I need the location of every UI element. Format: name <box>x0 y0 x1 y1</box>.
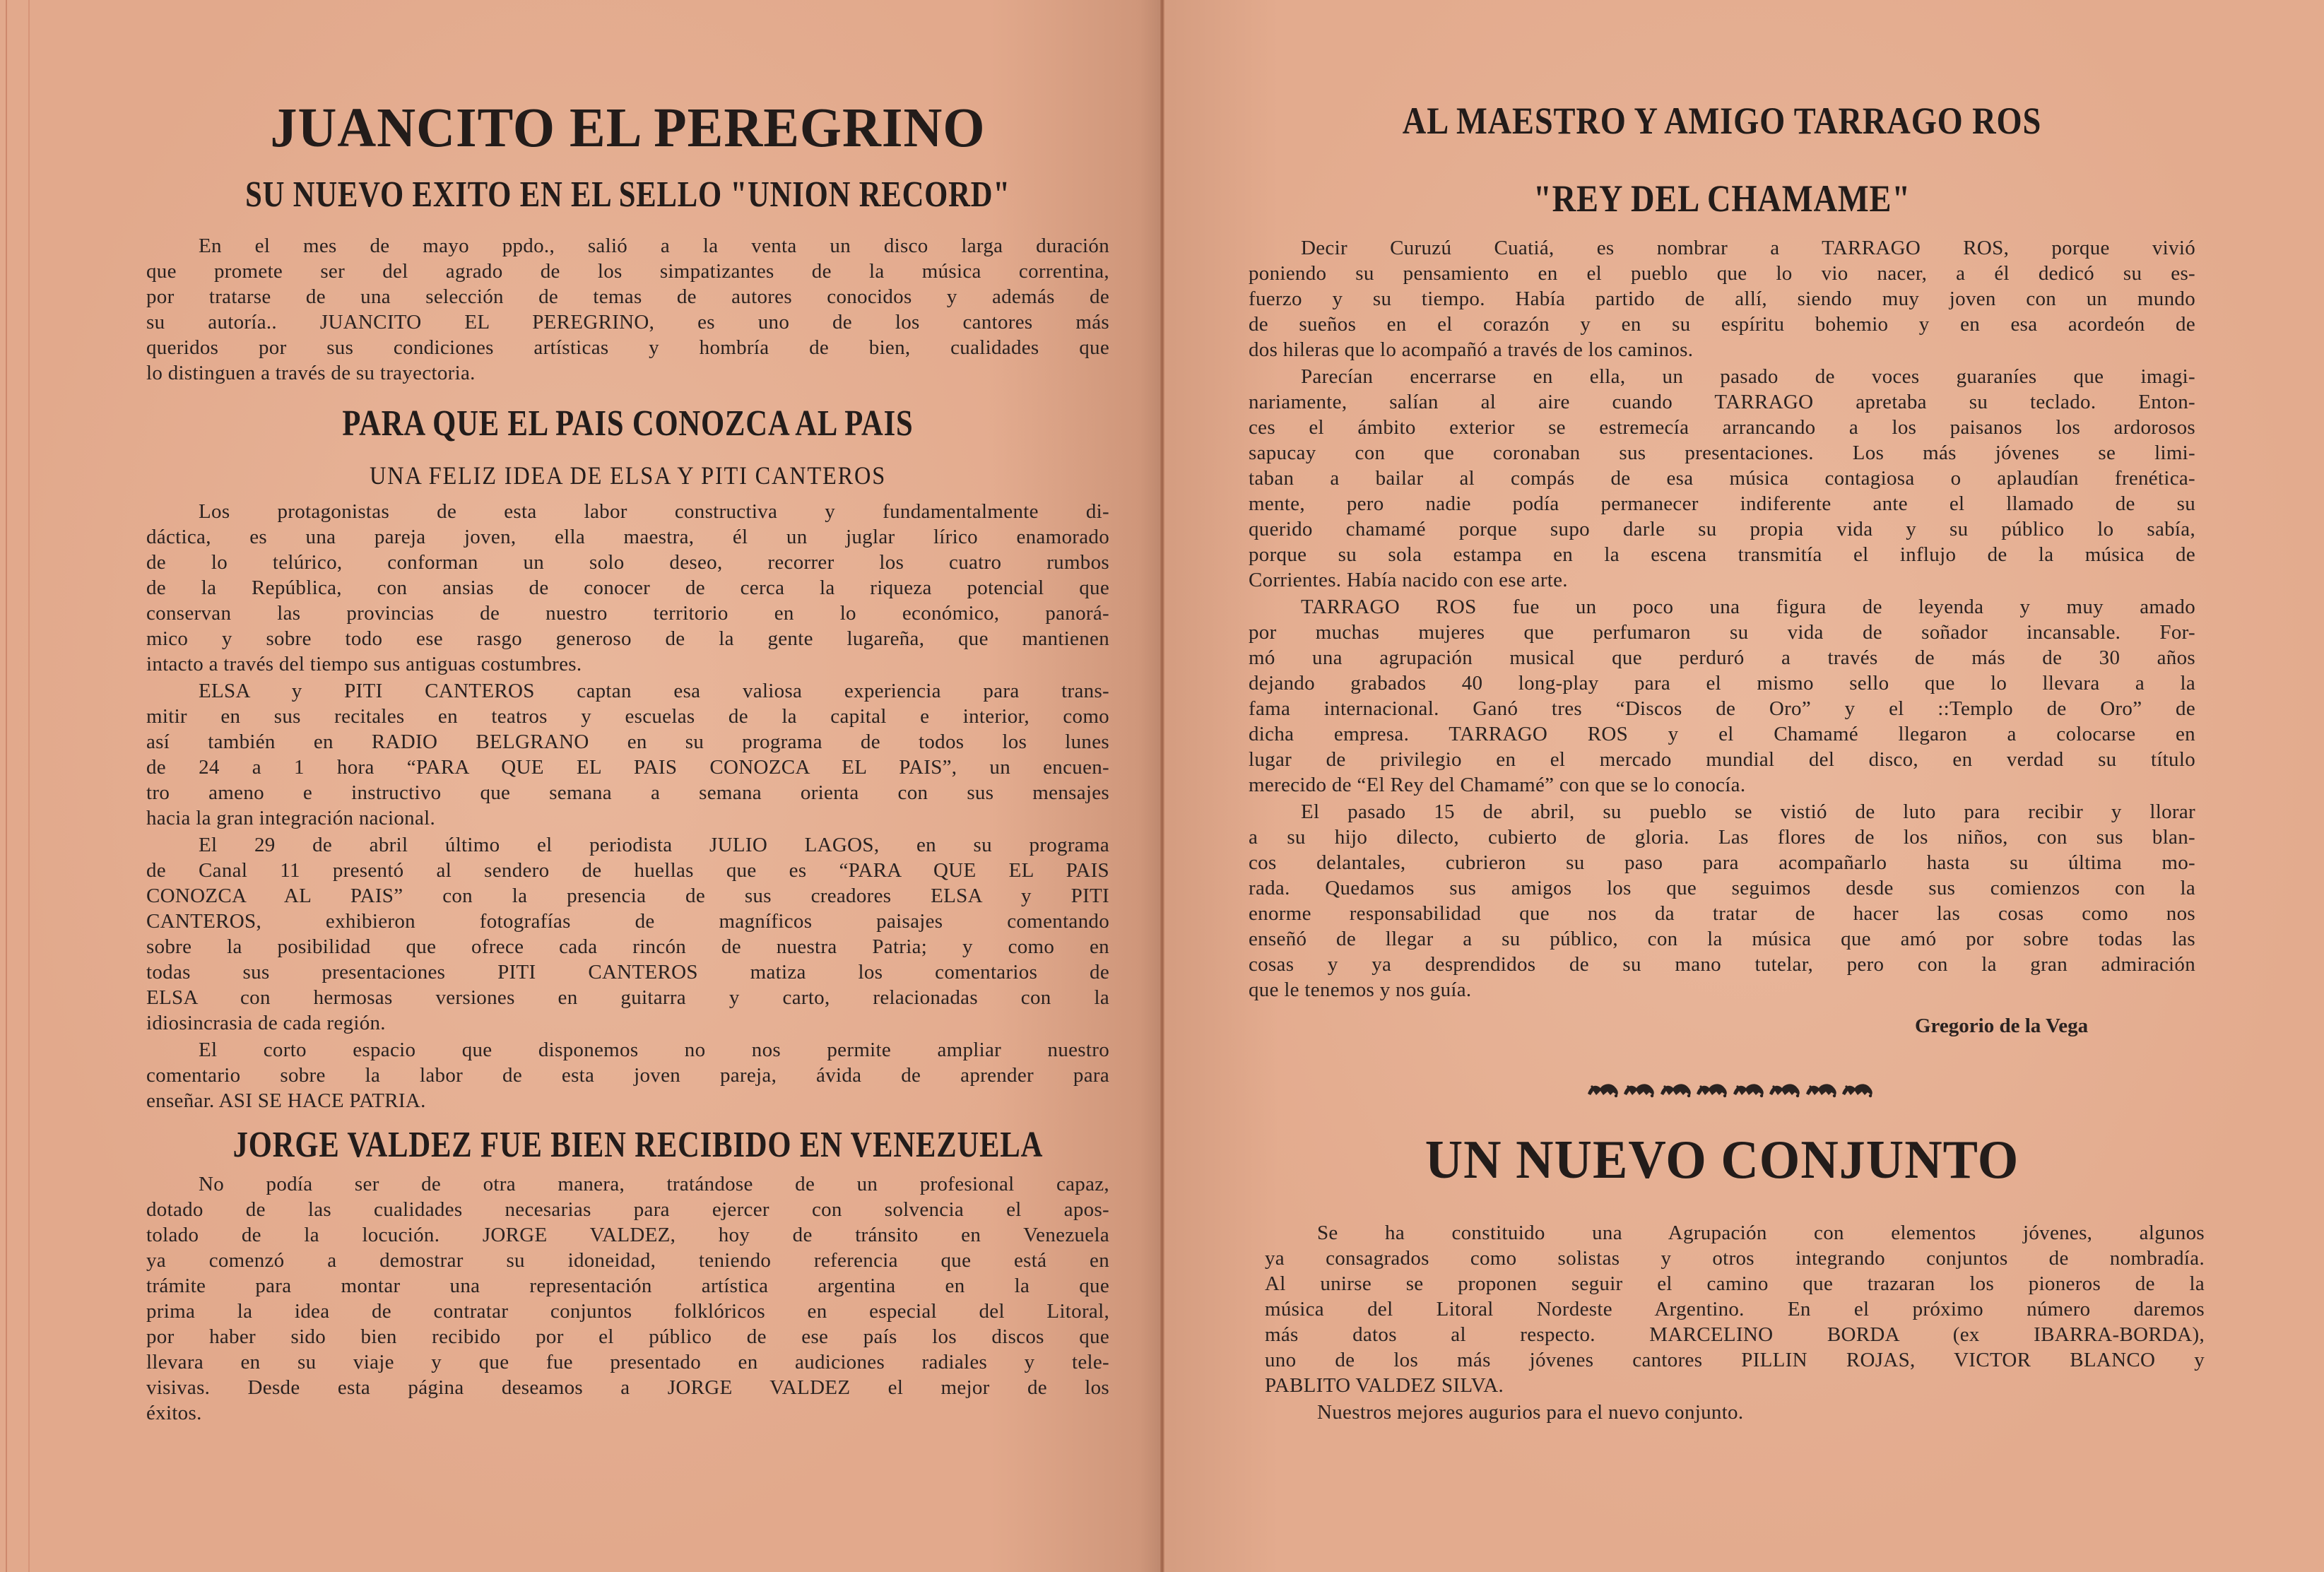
text-line: cos delantales, cubrieron su paso para acompañarlo hasta su última mo- <box>1249 851 2195 874</box>
page-edge-stack <box>6 0 30 1572</box>
paragraph <box>146 233 1109 386</box>
text-line: enseñó de llegar a su público, con la música que amó por sobre todas las <box>1249 928 2195 950</box>
text-line: dáctica, es una pareja joven, ella maestra, él un juglar lírico enamorado <box>146 526 1109 548</box>
text-line: merecido de “El Rey del Chamamé” con que se lo conocía. <box>1249 774 1746 796</box>
text-line: porque su sola estampa en la escena transmitía el influjo de la música de <box>1249 543 2195 566</box>
author-signature: Gregorio de la Vega <box>1915 1015 2089 1037</box>
text-line: conservan las provincias de nuestro territorio en lo económico, panorá- <box>146 602 1109 625</box>
text-line: El pasado 15 de abril, su pueblo se vistió de luto para recibir y llorar <box>1301 800 2195 823</box>
text-line: mico y sobre todo ese rasgo generoso de la gente lugareña, que mantienen <box>146 627 1109 650</box>
text-line: fama internacional. Ganó tres “Discos de Oro” y el ::Templo de Oro” de <box>1249 697 2195 720</box>
paragraph <box>146 499 1109 677</box>
text-line: que promete ser del agrado de los simpatizantes de la música correntina, <box>146 260 1109 283</box>
text-line: música del Litoral Nordeste Argentino. En el próximo número daremos <box>1265 1298 2205 1320</box>
paragraph <box>1265 1400 2205 1425</box>
text-line: por haber sido bien recibido por el público de ese país los discos que <box>146 1325 1109 1348</box>
tarrago-title: AL MAESTRO Y AMIGO TARRAGO ROS <box>1402 100 2042 142</box>
text-line: prima la idea de contratar conjuntos folklóricos en especial del Litoral, <box>146 1300 1109 1323</box>
text-line: intacto a través del tiempo sus antiguas costumbres. <box>146 653 582 675</box>
text-line: ces el ámbito exterior se estremecía arrancando a los paisanos los ardorosos <box>1249 416 2195 439</box>
leaf-ornament-icon <box>1732 1081 1766 1098</box>
text-line: dicha empresa. TARRAGO ROS y el Chamamé llegaron a colocarse en <box>1249 723 2195 745</box>
book-gutter <box>1160 0 1164 1572</box>
text-line: ELSA y PITI CANTEROS captan esa valiosa experiencia para trans- <box>199 680 1109 702</box>
text-line: que le tenemos y nos guía. <box>1249 979 1472 1001</box>
text-line: fuerzo y su tiempo. Había partido de allí, siendo muy joven con un mundo <box>1249 288 2195 310</box>
text-line: uno de los más jóvenes cantores PILLIN ROJAS, VICTOR BLANCO y <box>1265 1349 2205 1371</box>
text-line: taban a bailar al compás de esa música contagiosa o aplaudían frenética- <box>1249 467 2195 490</box>
text-line: El 29 de abril último el periodista JULIO LAGOS, en su programa <box>199 834 1109 856</box>
text-line: comentario sobre la labor de esta joven pareja, ávida de aprender para <box>146 1064 1109 1087</box>
text-line: ya consagrados como solistas y otros integrando conjuntos de nombradía. <box>1265 1247 2205 1270</box>
paragraph <box>146 1171 1109 1426</box>
conjunto-article-body <box>1265 1220 2205 1425</box>
tarrago-subtitle: "REY DEL CHAMAME" <box>1533 177 1911 220</box>
leaf-ornament-icon <box>1622 1081 1656 1098</box>
text-line: En el mes de mayo ppdo., salió a la venta un disco larga duración <box>199 235 1109 257</box>
text-line: por tratarse de una selección de temas de autores conocidos y además de <box>146 285 1109 308</box>
text-line: lo distinguen a través de su trayectoria. <box>146 362 476 384</box>
text-line: Los protagonistas de esta labor constructiva y fundamentalmente di- <box>199 500 1109 523</box>
text-line: visivas. Desde esta página deseamos a JORGE VALDEZ el mejor de los <box>146 1376 1109 1399</box>
leaf-ornament-icon <box>1586 1081 1620 1098</box>
text-line: mitir en sus recitales en teatros y escuelas de la capital e interior, como <box>146 705 1109 728</box>
text-line: tolado de la locución. JORGE VALDEZ, hoy de tránsito en Venezuela <box>146 1224 1109 1246</box>
text-line: llevara en su viaje y que fue presentado en audiciones radiales y tele- <box>146 1351 1109 1373</box>
text-line: de 24 a 1 hora “PARA QUE EL PAIS CONOZCA EL PAIS”, un encuen- <box>146 756 1109 779</box>
paragraph <box>1249 799 2195 1003</box>
text-line: El corto espacio que disponemos no nos permite ampliar nuestro <box>199 1039 1109 1061</box>
leaf-ornament-icon <box>1805 1081 1839 1098</box>
text-line: cosas y ya desprendidos de su mano tutelar, pero con la gran admiración <box>1249 953 2195 976</box>
text-line: Parecían encerrarse en ella, un pasado de voces guaraníes que imagi- <box>1301 365 2195 388</box>
text-line: nariamente, salían al aire cuando TARRAGO apretaba su teclado. Enton- <box>1249 391 2195 413</box>
jorge-valdez-article-body <box>146 1171 1109 1426</box>
text-line: de lo telúrico, conforman un solo deseo, recorrer los cuatro rumbos <box>146 551 1109 574</box>
paragraph <box>146 832 1109 1036</box>
text-line: Decir Curuzú Cuatiá, es nombrar a TARRAGO ROS, porque vivió <box>1301 237 2195 259</box>
paragraph <box>1249 594 2195 798</box>
text-line: enorme responsabilidad que nos da tratar de hacer las cosas como nos <box>1249 902 2195 925</box>
text-line: Al unirse se proponen seguir el camino que trazaran los pioneros de la <box>1265 1272 2205 1295</box>
text-line: CONOZCA AL PAIS” con la presencia de sus creadores ELSA y PITI <box>146 885 1109 907</box>
paragraph <box>1249 235 2195 362</box>
text-line: de Canal 11 presentó al sendero de huellas que es “PARA QUE EL PAIS <box>146 859 1109 882</box>
text-line: querido chamamé porque supo darle su propia vida y su público lo sabía, <box>1249 518 2195 540</box>
text-line: de sueños en el corazón y en su espíritu bohemio y en esa acordeón de <box>1249 313 2195 336</box>
text-line: poniendo su pensamiento en el pueblo que lo vio nacer, a él dedicó su es- <box>1249 262 2195 285</box>
leaf-ornament-icon <box>1695 1081 1729 1098</box>
text-line: sobre la posibilidad que ofrece cada rincón de nuestra Patria; y como en <box>146 935 1109 958</box>
text-line: a su hijo dilecto, cubierto de gloria. Las flores de los niños, con sus blan- <box>1249 826 2195 849</box>
jorge-valdez-title: JORGE VALDEZ FUE BIEN RECIBIDO EN VENEZUELA <box>232 1125 1044 1165</box>
paragraph <box>146 1037 1109 1113</box>
leaf-ornament-icon <box>1768 1081 1802 1098</box>
text-line: dejando grabados 40 long-play para el mismo sello que lo llevara a la <box>1249 672 2195 695</box>
leaf-ornament-icon <box>1841 1081 1875 1098</box>
text-line: ELSA con hermosas versiones en guitarra y carto, relacionadas con la <box>146 986 1109 1009</box>
text-line: más datos al respecto. MARCELINO BORDA (ex IBARRA-BORDA), <box>1265 1323 2205 1346</box>
text-line: TARRAGO ROS fue un poco una figura de leyenda y muy amado <box>1301 596 2195 618</box>
text-line: PABLITO VALDEZ SILVA. <box>1265 1374 1504 1397</box>
text-line: hacia la gran integración nacional. <box>146 807 436 829</box>
juancito-title: JUANCITO EL PEREGRINO <box>270 96 986 160</box>
text-line: su autoría.. JUANCITO EL PEREGRINO, es uno de los cantores más <box>146 311 1109 333</box>
text-line: Nuestros mejores augurios para el nuevo conjunto. <box>1317 1401 1744 1424</box>
text-line: CANTEROS, exhibieron fotografías de magníficos paisajes comentando <box>146 910 1109 933</box>
paragraph <box>1249 364 2195 593</box>
leaf-ornament-icon <box>1659 1081 1693 1098</box>
text-line: ya comenzó a demostrar su idoneidad, teniendo referencia que está en <box>146 1249 1109 1272</box>
text-line: Corrientes. Había nacido con ese arte. <box>1249 569 1568 591</box>
text-line: mente, pero nadie podía permanecer indiferente ante el llamado de su <box>1249 492 2195 515</box>
text-line: Se ha constituido una Agrupación con elementos jóvenes, algunos <box>1317 1222 2205 1244</box>
juancito-subtitle: SU NUEVO EXITO EN EL SELLO "UNION RECORD" <box>245 175 1010 215</box>
paragraph <box>146 678 1109 831</box>
text-line: éxitos. <box>146 1402 202 1424</box>
text-line: enseñar. ASI SE HACE PATRIA. <box>146 1089 426 1112</box>
text-line: idiosincrasia de cada región. <box>146 1012 386 1034</box>
conjunto-title: UN NUEVO CONJUNTO <box>1425 1129 2019 1191</box>
text-line: rada. Quedamos sus amigos los que seguimos desde sus comienzos con la <box>1249 877 2195 899</box>
text-line: queridos por sus condiciones artísticas y hombría de bien, cualidades que <box>146 336 1109 359</box>
leaf-border-ornament-icon <box>1586 1081 1875 1099</box>
text-line: todas sus presentaciones PITI CANTEROS matiza los comentarios de <box>146 961 1109 983</box>
text-line: tro ameno e instructivo que semana a semana orienta con sus mensajes <box>146 781 1109 804</box>
text-line: sapucay con que coronaban sus presentaciones. Los más jóvenes se limi- <box>1249 442 2195 464</box>
text-line: de la República, con ansias de conocer de cerca la riqueza potencial que <box>146 577 1109 599</box>
text-line: trámite para montar una representación artística argentina en la que <box>146 1275 1109 1297</box>
paragraph <box>1265 1220 2205 1398</box>
tarrago-article-body <box>1249 235 2195 1003</box>
text-line: lugar de privilegio en el mercado mundial del disco, en verdad su título <box>1249 748 2195 771</box>
text-line: mó una agrupación musical que perduró a través de más de 30 años <box>1249 646 2195 669</box>
juancito-article-body <box>146 233 1109 386</box>
para-que-subtitle: UNA FELIZ IDEA DE ELSA Y PITI CANTEROS <box>369 461 887 490</box>
text-line: No podía ser de otra manera, tratándose de un profesional capaz, <box>199 1173 1109 1195</box>
text-line: así también en RADIO BELGRANO en su programa de todos los lunes <box>146 731 1109 753</box>
para-que-article-body <box>146 499 1109 1113</box>
text-line: dos hileras que lo acompañó a través de los caminos. <box>1249 338 1694 361</box>
text-line: dotado de las cualidades necesarias para ejercer con solvencia el apos- <box>146 1198 1109 1221</box>
text-line: por muchas mujeres que perfumaron su vida de soñador incansable. For- <box>1249 621 2195 644</box>
para-que-title: PARA QUE EL PAIS CONOZCA AL PAIS <box>342 403 914 444</box>
